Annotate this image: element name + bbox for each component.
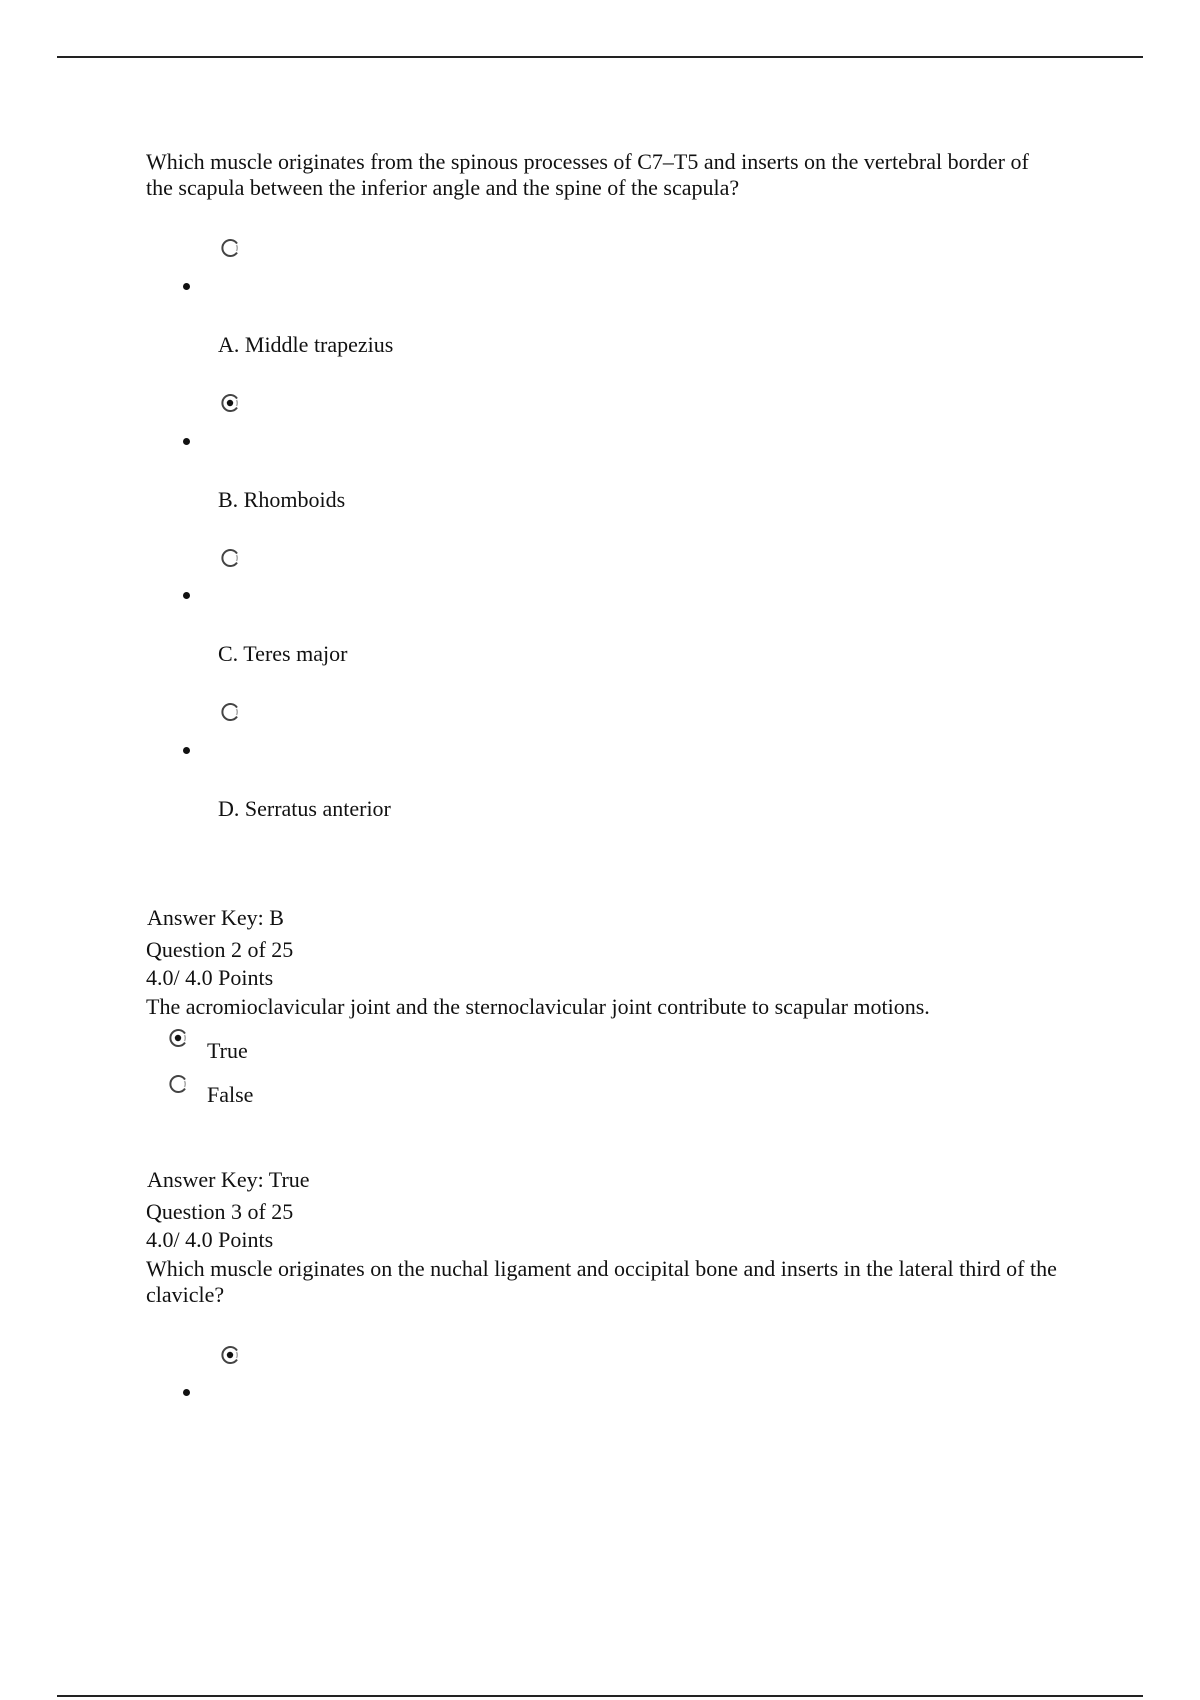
list-bullet xyxy=(183,1389,190,1396)
option-q1-b-label[interactable]: B. Rhomboids xyxy=(218,487,346,512)
question-1-text: Which muscle originates from the spinous processes of C7–T5 and inserts on the vertebral border of the scapula between the inferior angle and the spine of the scapula? xyxy=(146,149,1029,200)
radio-icon-q1-a[interactable] xyxy=(219,237,241,259)
answer-key-q1: Answer Key: B xyxy=(147,905,284,930)
option-q2-false-label[interactable]: False xyxy=(207,1082,254,1107)
question-3-text: Which muscle originates on the nuchal ligament and occipital bone and inserts in the lateral third of the clavicle? xyxy=(146,1256,1057,1307)
list-bullet xyxy=(183,283,190,290)
radio-icon-q1-b-selected[interactable] xyxy=(219,392,241,414)
answer-key-q2: Answer Key: True xyxy=(147,1167,310,1192)
question-3-header: Question 3 of 25 xyxy=(146,1199,294,1224)
radio-icon-q3-a-selected[interactable] xyxy=(219,1344,241,1366)
question-2-header: Question 2 of 25 xyxy=(146,937,294,962)
radio-icon-q2-false[interactable] xyxy=(167,1073,189,1095)
option-q1-c-label[interactable]: C. Teres major xyxy=(218,641,348,666)
radio-icon-q2-true-selected[interactable] xyxy=(167,1027,189,1049)
option-q1-d-label[interactable]: D. Serratus anterior xyxy=(218,796,391,821)
top-divider xyxy=(57,56,1143,58)
question-2-text: The acromioclavicular joint and the sternoclavicular joint contribute to scapular motions. xyxy=(146,994,930,1019)
list-bullet xyxy=(183,438,190,445)
option-q2-true-label[interactable]: True xyxy=(207,1038,248,1063)
list-bullet xyxy=(183,747,190,754)
bottom-divider xyxy=(57,1695,1143,1697)
list-bullet xyxy=(183,592,190,599)
option-q1-a-label[interactable]: A. Middle trapezius xyxy=(218,332,394,357)
question-2-points: 4.0/ 4.0 Points xyxy=(146,965,274,990)
radio-icon-q1-d[interactable] xyxy=(219,701,241,723)
radio-icon-q1-c[interactable] xyxy=(219,547,241,569)
question-3-points: 4.0/ 4.0 Points xyxy=(146,1227,274,1252)
